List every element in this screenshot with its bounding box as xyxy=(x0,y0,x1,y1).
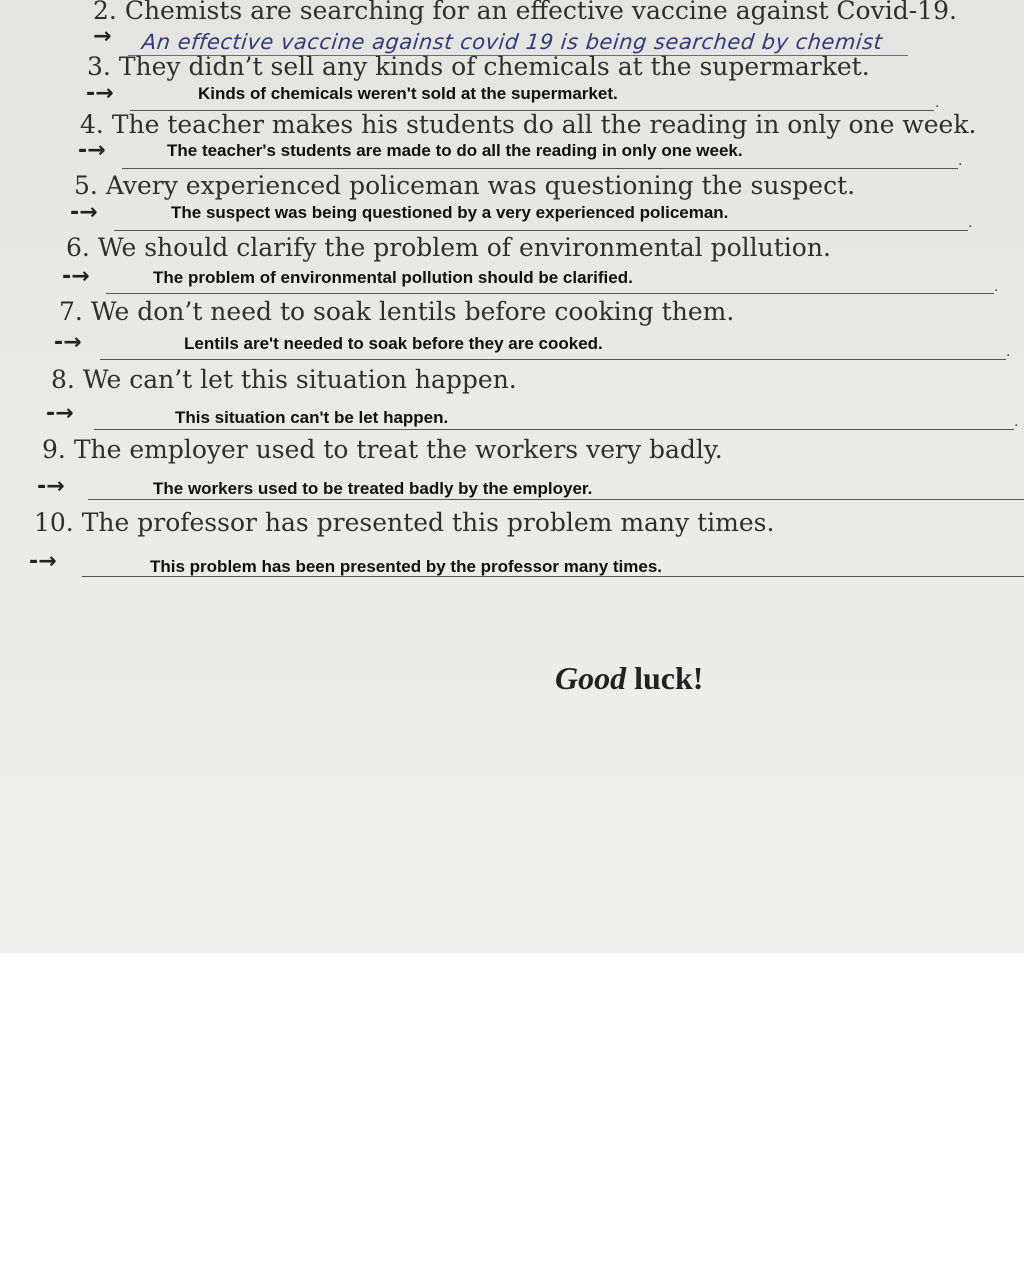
exercise-5-sentence: 5. Avery experienced policeman was questioning the suspect. xyxy=(74,171,856,200)
closing-word-good: Good xyxy=(555,660,627,696)
exercise-2-arrow: → xyxy=(93,24,112,49)
exercise-10-sentence: 10. The professor has presented this problem many times. xyxy=(34,508,775,537)
worksheet-photo: 2. Chemists are searching for an effective vaccine against Covid-19. → An effective vaccine against covid 19 is being searched by chemist 3. They didn’t sell any kinds of chemicals at the supermarket. -→ Kinds of chemicals weren't sold at the supermarket. . 4. The teacher makes his students do all the reading in only one week. -→ The teacher's students are made to do all the reading in only one week. . 5. Avery experienced policeman was questioning the suspect. -→ The suspect was being questioned by a very experienced policeman. . 6. We should clarify the problem of environmental pollution. -→ The problem of environmental pollution should be clarified. . 7. We don’t need to soak lentils before cooking them. -→ Lentils are't needed to soak before they are cooked. . 8. We can’t let this situation happen. -→ This situation can't be let happen. . 9. The employer used to treat the workers very badly. -→ The workers used to be treated badly by the employer. 10. The professor has presented this problem many times. -→ This problem has been presented by the professor many times. Good luck! xyxy=(0,0,1024,953)
exercise-5-arrow: -→ xyxy=(70,200,98,225)
exercise-8-sentence: 8. We can’t let this situation happen. xyxy=(51,365,517,394)
exercise-7-arrow: -→ xyxy=(54,330,82,355)
exercise-9-arrow: -→ xyxy=(37,474,65,499)
exercise-6-answer-line xyxy=(106,293,994,294)
exercise-4-answer-line xyxy=(122,168,958,169)
exercise-4-answer: The teacher's students are made to do all the reading in only one week. xyxy=(167,141,743,160)
exercise-10-answer: This problem has been presented by the professor many times. xyxy=(150,557,663,576)
exercise-8-answer: This situation can't be let happen. xyxy=(175,408,449,427)
closing-text xyxy=(555,660,703,697)
exercise-5-answer-line xyxy=(114,230,968,231)
exercise-8-answer-line xyxy=(94,429,1014,430)
exercise-9-answer-line xyxy=(88,499,1024,500)
exercise-6-sentence: 6. We should clarify the problem of environmental pollution. xyxy=(66,233,831,262)
closing-word-luck: luck! xyxy=(634,660,704,696)
exercise-7-answer: Lentils are't needed to soak before they are cooked. xyxy=(184,334,603,353)
exercise-3-arrow: -→ xyxy=(86,81,114,106)
exercise-6-answer: The problem of environmental pollution should be clarified. xyxy=(153,268,633,287)
exercise-9-answer: The workers used to be treated badly by the employer. xyxy=(153,479,593,498)
exercise-2-handwritten-answer: An effective vaccine against covid 19 is being searched by chemist xyxy=(140,30,884,54)
exercise-4-arrow: -→ xyxy=(78,138,106,163)
exercise-8-arrow: -→ xyxy=(46,401,74,426)
exercise-2-sentence: 2. Chemists are searching for an effective vaccine against Covid-19. xyxy=(93,0,957,25)
exercise-10-arrow: -→ xyxy=(29,549,57,574)
exercise-5-answer: The suspect was being questioned by a very experienced policeman. xyxy=(171,203,729,222)
exercise-9-sentence: 9. The employer used to treat the workers very badly. xyxy=(42,435,723,464)
exercise-6-arrow: -→ xyxy=(62,264,90,289)
exercise-3-answer: Kinds of chemicals weren't sold at the supermarket. xyxy=(198,84,618,103)
exercise-3-sentence: 3. They didn’t sell any kinds of chemicals at the supermarket. xyxy=(87,52,870,81)
exercise-4-sentence: 4. The teacher makes his students do all the reading in only one week. xyxy=(80,110,977,139)
exercise-10-answer-line xyxy=(82,576,1024,577)
exercise-7-answer-line xyxy=(100,359,1006,360)
exercise-7-sentence: 7. We don’t need to soak lentils before cooking them. xyxy=(59,297,735,326)
